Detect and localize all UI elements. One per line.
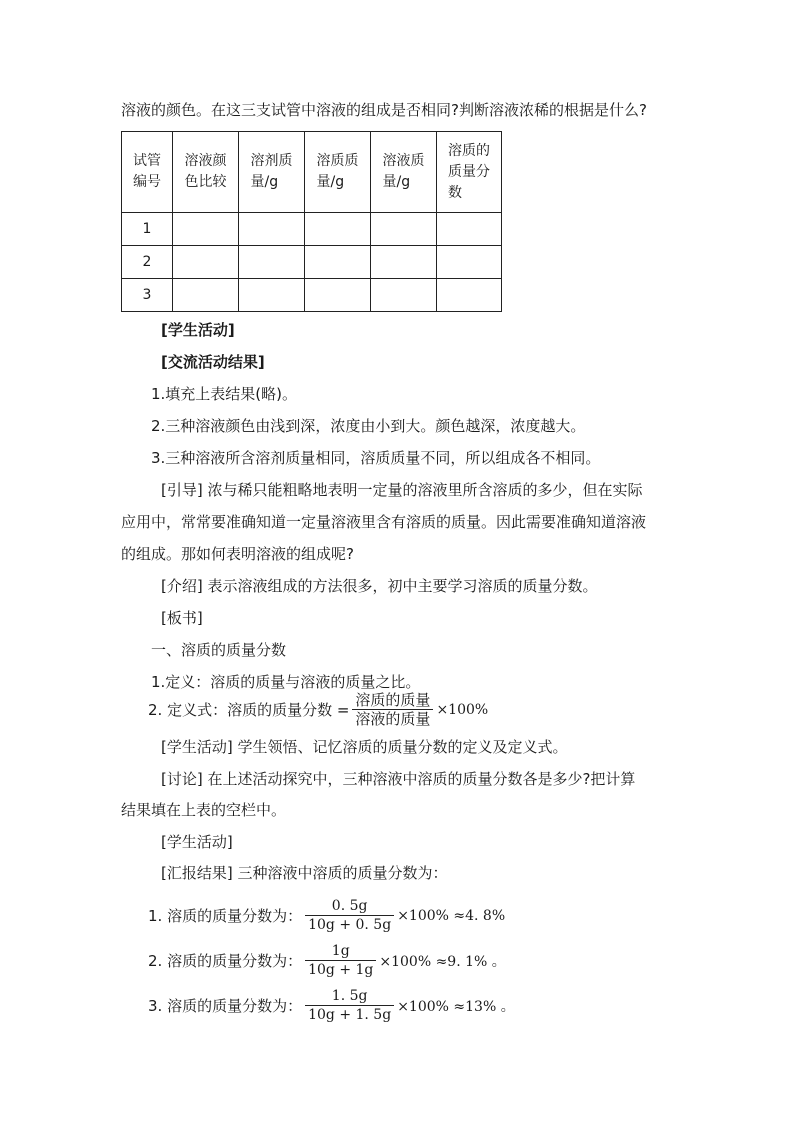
- fraction-numerator: 0. 5g: [305, 897, 394, 916]
- table-header-cell: [371, 132, 437, 213]
- board-heading: [板书]: [161, 609, 203, 627]
- header-color-compare: 溶液颜 色比较: [184, 153, 227, 190]
- section-title: 一、溶质的质量分数: [151, 641, 287, 659]
- result-item-2: 2.三种溶液颜色由浅到深，浓度由小到大。颜色越深，浓度越大。: [151, 417, 586, 435]
- discussion-line-1: [讨论] 在上述活动探究中，三种溶液中溶质的质量分数各是多少?把计算: [161, 770, 636, 788]
- header-solution-mass: 溶液质 量/g: [382, 153, 425, 190]
- calc-formula-3: [148, 987, 515, 1024]
- table-cell: [437, 213, 502, 246]
- fraction-numerator: 1g: [305, 942, 376, 961]
- table-header-cell: [437, 132, 502, 213]
- formula-suffix: ×100%: [436, 701, 489, 718]
- student-activity-heading: [学生活动]: [161, 321, 235, 339]
- data-table: [121, 131, 502, 312]
- header-mass-fraction: 溶质的 质量分 数: [448, 142, 490, 201]
- table-header-cell: [239, 132, 305, 213]
- table-row: [122, 279, 502, 312]
- table-cell: [371, 246, 437, 279]
- definition-line: 1.定义：溶质的质量与溶液的质量之比。: [151, 673, 421, 691]
- report-line: [汇报结果] 三种溶液中溶质的质量分数为：: [161, 864, 448, 882]
- fraction: [305, 897, 394, 934]
- table-header-row: [122, 132, 502, 213]
- fraction-denominator: 10g + 1. 5g: [308, 1007, 392, 1023]
- table-header-cell: [122, 132, 173, 213]
- guide-paragraph-line-3: 的组成。那如何表明溶液的组成呢?: [121, 545, 354, 563]
- formula-suffix: ×100% ≈13% 。: [397, 998, 515, 1015]
- calc-formula-1: [148, 897, 505, 934]
- formula-suffix: ×100% ≈9. 1% 。: [379, 953, 506, 970]
- table-cell: 2: [122, 246, 173, 279]
- header-solvent-mass: 溶剂质 量/g: [250, 153, 293, 190]
- fraction: [352, 691, 433, 728]
- guide-paragraph-line-1: [引导] 浓与稀只能粗略地表明一定量的溶液里所含溶质的多少，但在实际: [161, 481, 643, 499]
- fraction: [305, 987, 394, 1024]
- table-cell: [173, 246, 239, 279]
- table-header-cell: [305, 132, 371, 213]
- student-activity-line: [学生活动] 学生领悟、记忆溶质的质量分数的定义及定义式。: [161, 738, 568, 756]
- table-cell: [239, 246, 305, 279]
- exchange-results-heading: [交流活动结果]: [161, 353, 265, 371]
- fraction: [305, 942, 376, 979]
- fraction-denominator: 溶液的质量: [355, 710, 431, 728]
- fraction-numerator: 1. 5g: [305, 987, 394, 1006]
- table-cell: [371, 213, 437, 246]
- table-cell: 1: [122, 213, 173, 246]
- discussion-line-2: 结果填在上表的空栏中。: [121, 801, 287, 819]
- formula-label: 1. 溶质的质量分数为：: [148, 907, 303, 925]
- fraction-numerator: 溶质的质量: [352, 691, 433, 710]
- guide-paragraph-line-2: 应用中，常常要准确知道一定量溶液里含有溶质的质量。因此需要准确知道溶液: [121, 513, 647, 531]
- formula-label: 2. 溶质的质量分数为：: [148, 952, 303, 970]
- table-cell: [239, 279, 305, 312]
- formula-label: 3. 溶质的质量分数为：: [148, 997, 303, 1015]
- formula-suffix: ×100% ≈4. 8%: [397, 907, 506, 924]
- result-item-1: 1.填充上表结果(略)。: [151, 385, 298, 403]
- table-cell: [437, 246, 502, 279]
- definition-formula: [148, 691, 488, 728]
- table-cell: [305, 279, 371, 312]
- table-header-cell: [173, 132, 239, 213]
- table-row: [122, 213, 502, 246]
- calc-formula-2: [148, 942, 506, 979]
- introduction-line: [介绍] 表示溶液组成的方法很多，初中主要学习溶质的质量分数。: [161, 577, 598, 595]
- table-cell: [371, 279, 437, 312]
- fraction-denominator: 10g + 1g: [308, 962, 374, 978]
- student-activity-heading-2: [学生活动]: [161, 833, 233, 851]
- result-item-3: 3.三种溶液所含溶剂质量相同，溶质质量不同，所以组成各不相同。: [151, 449, 601, 467]
- fraction-denominator: 10g + 0. 5g: [308, 917, 392, 933]
- formula-label: 2. 定义式：溶质的质量分数 =: [148, 701, 350, 719]
- header-tube-number: 试管 编号: [133, 153, 161, 190]
- table-cell: [305, 213, 371, 246]
- table-cell: [239, 213, 305, 246]
- intro-text: 溶液的颜色。在这三支试管中溶液的组成是否相同?判断溶液浓稀的根据是什么?: [121, 101, 647, 119]
- table-cell: [437, 279, 502, 312]
- header-solute-mass: 溶质质 量/g: [316, 153, 359, 190]
- table-cell: 3: [122, 279, 173, 312]
- table-cell: [305, 246, 371, 279]
- table-cell: [173, 279, 239, 312]
- table-cell: [173, 213, 239, 246]
- table-row: [122, 246, 502, 279]
